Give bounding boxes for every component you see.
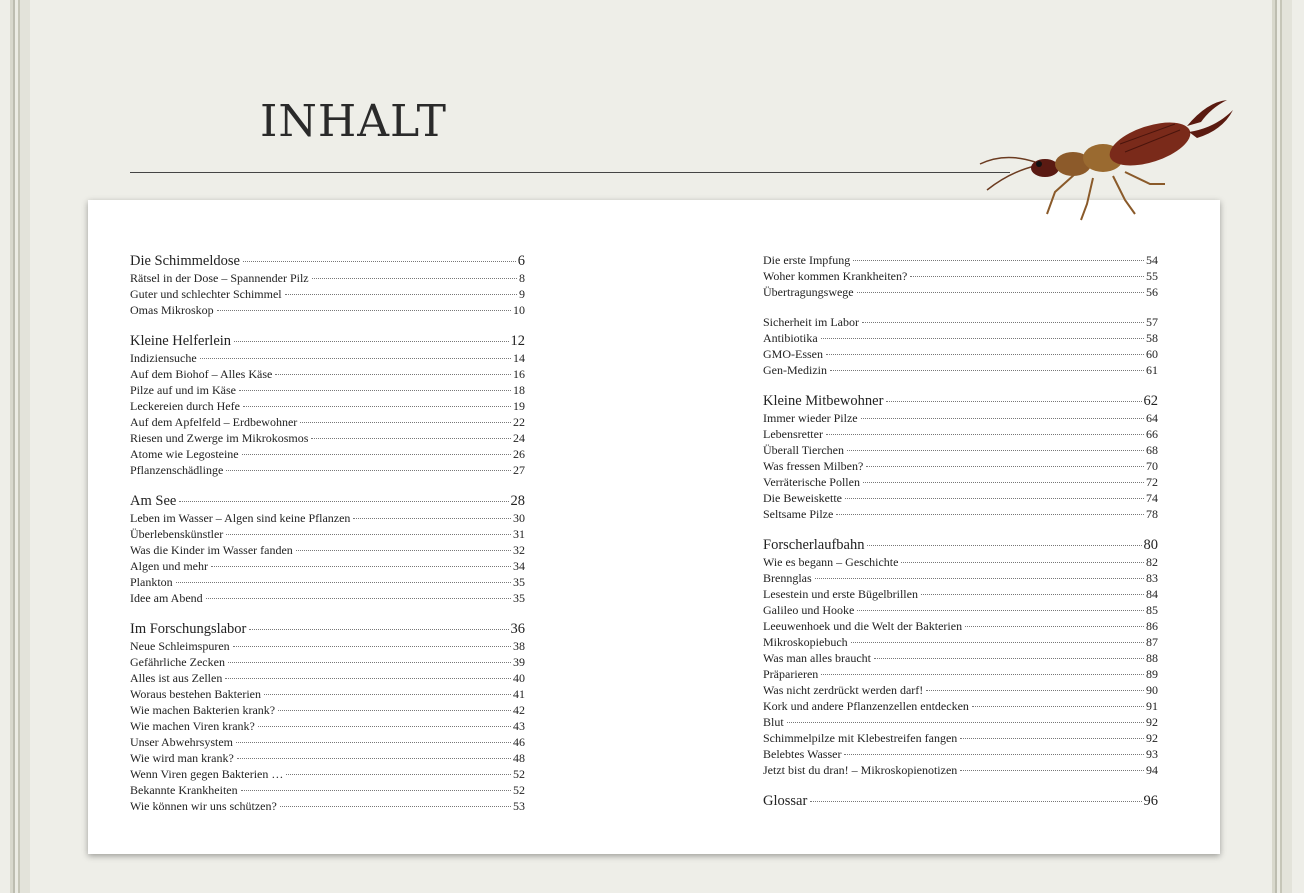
page-number: 58: [1146, 331, 1158, 345]
toc-entry[interactable]: [130, 718, 525, 734]
dot-leader: [862, 322, 1144, 323]
page-number: 10: [513, 303, 525, 317]
entry-title: Schimmelpilze mit Klebestreifen fangen: [763, 731, 958, 745]
toc-entry[interactable]: [130, 398, 525, 414]
toc-entry[interactable]: [130, 526, 525, 542]
page-number: 24: [513, 431, 525, 445]
dot-leader: [830, 370, 1144, 371]
entry-title: Unser Abwehrsystem: [130, 735, 233, 749]
toc-entry[interactable]: [763, 634, 1158, 650]
entry-title: Jetzt bist du dran! – Mikroskopienotizen: [763, 763, 958, 777]
toc-entry[interactable]: [130, 302, 525, 318]
dot-leader: [237, 758, 511, 759]
entry-title: Leeuwenhoek und die Welt der Bakterien: [763, 619, 963, 633]
toc-entry[interactable]: [763, 474, 1158, 490]
entry-title: Verräterische Pollen: [763, 475, 860, 489]
dot-leader: [851, 642, 1144, 643]
entry-title: Alles ist aus Zellen: [130, 671, 223, 685]
page-number: 94: [1146, 763, 1158, 777]
dot-leader: [867, 545, 1141, 546]
page-number: 93: [1146, 747, 1158, 761]
toc-entry[interactable]: [130, 574, 525, 590]
toc-entry[interactable]: [130, 766, 525, 782]
toc-entry[interactable]: [130, 590, 525, 606]
entry-title: Lebensretter: [763, 427, 823, 441]
page-number: 86: [1146, 619, 1158, 633]
page-number: 52: [513, 783, 525, 797]
page-number: 31: [513, 527, 525, 541]
decorative-border-right: [1272, 0, 1292, 893]
toc-entry[interactable]: [763, 602, 1158, 618]
dot-leader: [866, 466, 1144, 467]
toc-entry[interactable]: [763, 330, 1158, 346]
entry-title: Kleine Mitbewohner: [763, 393, 884, 409]
dot-leader: [217, 310, 511, 311]
dot-leader: [886, 401, 1141, 402]
dot-leader: [200, 358, 511, 359]
toc-entry[interactable]: [763, 314, 1158, 330]
entry-title: Überlebenskünstler: [130, 527, 224, 541]
dot-leader: [853, 260, 1144, 261]
entry-title: Präparieren: [763, 667, 819, 681]
page-number: 62: [1143, 393, 1158, 409]
toc-entry[interactable]: [763, 490, 1158, 506]
toc-entry[interactable]: [763, 442, 1158, 458]
dot-leader: [815, 578, 1144, 579]
toc-entry[interactable]: [130, 686, 525, 702]
dot-leader: [234, 341, 508, 342]
page-number: 55: [1146, 269, 1158, 283]
entry-title: Guter und schlechter Schimmel: [130, 287, 282, 301]
toc-section: [130, 492, 525, 606]
toc-entry[interactable]: [763, 682, 1158, 698]
dot-leader: [353, 518, 511, 519]
toc-entry[interactable]: [763, 554, 1158, 570]
dot-leader: [285, 294, 517, 295]
toc-right-column: [763, 252, 1158, 824]
entry-title: Was nicht zerdrückt werden darf!: [763, 683, 924, 697]
entry-title: Wenn Viren gegen Bakterien …: [130, 767, 284, 781]
dot-leader: [226, 470, 511, 471]
entry-title: Die erste Impfung: [763, 253, 851, 267]
dot-leader: [960, 738, 1144, 739]
page-number: 16: [513, 367, 525, 381]
page-number: 38: [513, 639, 525, 653]
dot-leader: [243, 261, 516, 262]
page-number: 6: [517, 253, 525, 269]
toc-entry[interactable]: [763, 698, 1158, 714]
page-number: 27: [513, 463, 525, 477]
toc-entry[interactable]: [130, 510, 525, 526]
entry-title: Leben im Wasser – Algen sind keine Pflanzen: [130, 511, 351, 525]
dot-leader: [176, 582, 511, 583]
earwig-illustration: [975, 92, 1240, 232]
toc-entry[interactable]: [763, 362, 1158, 378]
page-number: 54: [1146, 253, 1158, 267]
page-number: 48: [513, 751, 525, 765]
entry-title: Leckereien durch Hefe: [130, 399, 240, 413]
dot-leader: [787, 722, 1144, 723]
entry-title: Woher kommen Krankheiten?: [763, 269, 908, 283]
toc-entry[interactable]: [130, 702, 525, 718]
toc-entry[interactable]: [763, 410, 1158, 426]
dot-leader: [910, 276, 1144, 277]
page-title: INHALT: [260, 96, 448, 147]
entry-title: Auf dem Biohof – Alles Käse: [130, 367, 273, 381]
entry-title: Idee am Abend: [130, 591, 203, 605]
entry-title: Wie es begann – Geschichte: [763, 555, 899, 569]
entry-title: Was man alles braucht: [763, 651, 871, 665]
toc-section: [130, 620, 525, 814]
dot-leader: [874, 658, 1144, 659]
entry-title: Galileo und Hooke: [763, 603, 855, 617]
dot-leader: [242, 454, 511, 455]
entry-title: Die Beweiskette: [763, 491, 842, 505]
title-rule: [130, 172, 1010, 173]
toc-entry[interactable]: [763, 650, 1158, 666]
toc-section: [763, 252, 1158, 300]
dot-leader: [228, 662, 511, 663]
page-number: 26: [513, 447, 525, 461]
toc-entry[interactable]: [130, 654, 525, 670]
toc-entry[interactable]: [130, 798, 525, 814]
entry-title: Seltsame Pilze: [763, 507, 834, 521]
dot-leader: [206, 598, 511, 599]
page-number: 84: [1146, 587, 1158, 601]
entry-title: Überall Tierchen: [763, 443, 844, 457]
page-number: 42: [513, 703, 525, 717]
toc-chapter-heading[interactable]: [130, 492, 525, 510]
toc-entry[interactable]: [763, 762, 1158, 778]
toc-entry[interactable]: [763, 570, 1158, 586]
decorative-border-left: [10, 0, 30, 893]
entry-title: Plankton: [130, 575, 173, 589]
toc-section: [763, 392, 1158, 522]
entry-title: Wie machen Bakterien krank?: [130, 703, 276, 717]
entry-title: Sicherheit im Labor: [763, 315, 859, 329]
toc-chapter-heading[interactable]: [763, 792, 1158, 810]
page-number: 82: [1146, 555, 1158, 569]
page-number: 46: [513, 735, 525, 749]
toc-entry[interactable]: [130, 638, 525, 654]
toc-entry[interactable]: [763, 586, 1158, 602]
toc-section: [130, 332, 525, 478]
dot-leader: [225, 678, 511, 679]
entry-title: Lesestein und erste Bügelbrillen: [763, 587, 918, 601]
page-number: 60: [1146, 347, 1158, 361]
page-number: 35: [513, 591, 525, 605]
dot-leader: [233, 646, 511, 647]
page-number: 19: [513, 399, 525, 413]
entry-title: Riesen und Zwerge im Mikrokosmos: [130, 431, 309, 445]
page-number: 68: [1146, 443, 1158, 457]
page-number: 74: [1146, 491, 1158, 505]
dot-leader: [810, 801, 1141, 802]
dot-leader: [239, 390, 511, 391]
entry-title: Was die Kinder im Wasser fanden: [130, 543, 293, 557]
page-number: 88: [1146, 651, 1158, 665]
page-number: 87: [1146, 635, 1158, 649]
dot-leader: [249, 629, 508, 630]
page-number: 57: [1146, 315, 1158, 329]
dot-leader: [243, 406, 511, 407]
entry-title: Auf dem Apfelfeld – Erdbewohner: [130, 415, 298, 429]
dot-leader: [863, 482, 1144, 483]
toc-chapter-heading[interactable]: [763, 392, 1158, 410]
toc-entry[interactable]: [130, 430, 525, 446]
page-number: 89: [1146, 667, 1158, 681]
dot-leader: [296, 550, 511, 551]
entry-title: Belebtes Wasser: [763, 747, 842, 761]
toc-entry[interactable]: [763, 730, 1158, 746]
entry-title: Am See: [130, 493, 177, 509]
page-number: 39: [513, 655, 525, 669]
page-number: 22: [513, 415, 525, 429]
entry-title: Brennglas: [763, 571, 812, 585]
toc-section: [763, 792, 1158, 810]
toc-entry[interactable]: [763, 666, 1158, 682]
dot-leader: [264, 694, 511, 695]
page-number: 35: [513, 575, 525, 589]
entry-title: GMO-Essen: [763, 347, 823, 361]
entry-title: Gefährliche Zecken: [130, 655, 225, 669]
entry-title: Wie wird man krank?: [130, 751, 234, 765]
entry-title: Woraus bestehen Bakterien: [130, 687, 261, 701]
page-number: 36: [510, 621, 525, 637]
page-number: 53: [513, 799, 525, 813]
page-number: 83: [1146, 571, 1158, 585]
dot-leader: [280, 806, 511, 807]
dot-leader: [901, 562, 1144, 563]
dot-leader: [921, 594, 1144, 595]
toc-entry[interactable]: [130, 366, 525, 382]
toc-section: [763, 314, 1158, 378]
page-number: 66: [1146, 427, 1158, 441]
toc-entry[interactable]: [130, 734, 525, 750]
dot-leader: [211, 566, 511, 567]
entry-title: Übertragungswege: [763, 285, 854, 299]
entry-title: Wie können wir uns schützen?: [130, 799, 277, 813]
entry-title: Bekannte Krankheiten: [130, 783, 238, 797]
entry-title: Kleine Helferlein: [130, 333, 232, 349]
page-number: 28: [510, 493, 525, 509]
toc-entry[interactable]: [763, 618, 1158, 634]
entry-title: Im Forschungslabor: [130, 621, 247, 637]
toc-entry[interactable]: [130, 350, 525, 366]
toc-entry[interactable]: [763, 252, 1158, 268]
dot-leader: [857, 610, 1144, 611]
page-number: 40: [513, 671, 525, 685]
page-number: 9: [519, 287, 525, 301]
page-number: 12: [510, 333, 525, 349]
page-number: 96: [1143, 793, 1158, 809]
dot-leader: [241, 790, 511, 791]
entry-title: Kork und andere Pflanzenzellen entdecken: [763, 699, 969, 713]
dot-leader: [861, 418, 1144, 419]
page-number: 18: [513, 383, 525, 397]
toc-chapter-heading[interactable]: [763, 536, 1158, 554]
dot-leader: [821, 338, 1144, 339]
toc-entry[interactable]: [130, 750, 525, 766]
dot-leader: [972, 706, 1144, 707]
dot-leader: [844, 754, 1144, 755]
page-number: 61: [1146, 363, 1158, 377]
entry-title: Immer wieder Pilze: [763, 411, 858, 425]
page-number: 8: [519, 271, 525, 285]
entry-title: Die Schimmeldose: [130, 253, 240, 269]
dot-leader: [821, 674, 1144, 675]
toc-entry[interactable]: [130, 286, 525, 302]
entry-title: Antibiotika: [763, 331, 818, 345]
entry-title: Mikroskopiebuch: [763, 635, 848, 649]
toc-entry[interactable]: [763, 746, 1158, 762]
toc-entry[interactable]: [763, 268, 1158, 284]
entry-title: Omas Mikroskop: [130, 303, 214, 317]
page-number: 43: [513, 719, 525, 733]
dot-leader: [312, 278, 517, 279]
page-number: 92: [1146, 715, 1158, 729]
dot-leader: [926, 690, 1144, 691]
toc-entry[interactable]: [130, 382, 525, 398]
toc-entry[interactable]: [763, 426, 1158, 442]
toc-entry[interactable]: [130, 414, 525, 430]
dot-leader: [965, 626, 1144, 627]
entry-title: Atome wie Legosteine: [130, 447, 239, 461]
page-number: 70: [1146, 459, 1158, 473]
page-number: 78: [1146, 507, 1158, 521]
dot-leader: [275, 374, 511, 375]
toc-chapter-heading[interactable]: [130, 620, 525, 638]
toc-chapter-heading[interactable]: [130, 332, 525, 350]
page-number: 14: [513, 351, 525, 365]
dot-leader: [236, 742, 511, 743]
page-number: 91: [1146, 699, 1158, 713]
dot-leader: [857, 292, 1144, 293]
page-number: 80: [1143, 537, 1158, 553]
page-number: 64: [1146, 411, 1158, 425]
dot-leader: [826, 434, 1144, 435]
toc-entry[interactable]: [130, 270, 525, 286]
dot-leader: [311, 438, 511, 439]
toc-entry[interactable]: [763, 458, 1158, 474]
entry-title: Glossar: [763, 793, 808, 809]
page-number: 30: [513, 511, 525, 525]
toc-section: [763, 536, 1158, 778]
dot-leader: [826, 354, 1144, 355]
dot-leader: [847, 450, 1144, 451]
page-number: 92: [1146, 731, 1158, 745]
page-number: 85: [1146, 603, 1158, 617]
dot-leader: [278, 710, 511, 711]
dot-leader: [836, 514, 1144, 515]
page-number: 72: [1146, 475, 1158, 489]
dot-leader: [300, 422, 511, 423]
toc-chapter-heading[interactable]: [130, 252, 525, 270]
entry-title: Algen und mehr: [130, 559, 208, 573]
dot-leader: [226, 534, 511, 535]
entry-title: Pilze auf und im Käse: [130, 383, 236, 397]
entry-title: Blut: [763, 715, 784, 729]
toc-entry[interactable]: [130, 782, 525, 798]
toc-entry[interactable]: [763, 284, 1158, 300]
entry-title: Was fressen Milben?: [763, 459, 864, 473]
entry-title: Neue Schleimspuren: [130, 639, 230, 653]
page-number: 90: [1146, 683, 1158, 697]
toc-entry[interactable]: [763, 714, 1158, 730]
entry-title: Rätsel in der Dose – Spannender Pilz: [130, 271, 309, 285]
entry-title: Forscherlaufbahn: [763, 537, 865, 553]
toc-entry[interactable]: [130, 670, 525, 686]
toc-entry[interactable]: [763, 506, 1158, 522]
toc-entry[interactable]: [763, 346, 1158, 362]
dot-leader: [845, 498, 1144, 499]
entry-title: Indiziensuche: [130, 351, 197, 365]
toc-entry[interactable]: [130, 542, 525, 558]
page-number: 32: [513, 543, 525, 557]
toc-section: [130, 252, 525, 318]
toc-entry[interactable]: [130, 462, 525, 478]
dot-leader: [179, 501, 508, 502]
page-number: 41: [513, 687, 525, 701]
toc-entry[interactable]: [130, 558, 525, 574]
toc-entry[interactable]: [130, 446, 525, 462]
entry-title: Wie machen Viren krank?: [130, 719, 255, 733]
dot-leader: [286, 774, 511, 775]
entry-title: Gen-Medizin: [763, 363, 827, 377]
page-number: 34: [513, 559, 525, 573]
page-number: 56: [1146, 285, 1158, 299]
toc-left-column: [130, 252, 525, 828]
entry-title: Pflanzenschädlinge: [130, 463, 224, 477]
dot-leader: [960, 770, 1144, 771]
page-number: 52: [513, 767, 525, 781]
toc-panel: [88, 200, 1220, 854]
dot-leader: [258, 726, 511, 727]
